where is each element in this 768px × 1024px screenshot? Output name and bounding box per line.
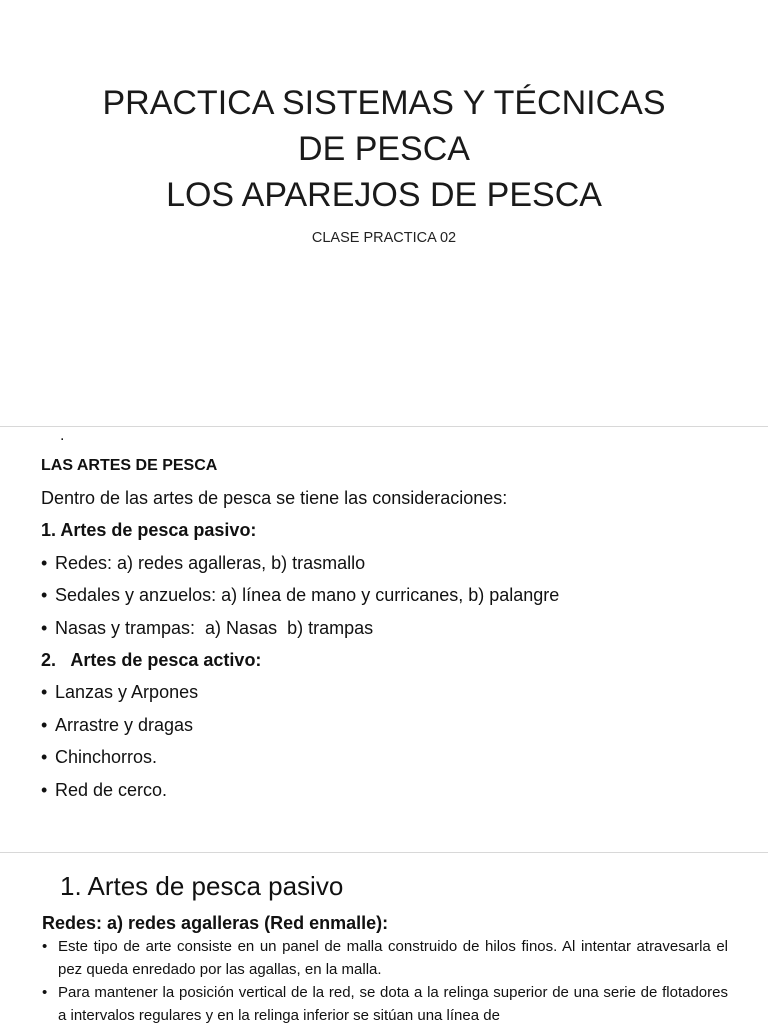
list-item: • Sedales y anzuelos: a) línea de mano y curricanes, b) palangre	[41, 585, 560, 606]
bullet-icon: •	[41, 617, 48, 638]
section-active-heading: 2. Artes de pesca activo:	[41, 649, 262, 670]
bullet-icon: •	[41, 714, 48, 735]
slide-title: 1. Artes de pesca pasivo	[60, 871, 344, 901]
presentation-title	[0, 80, 768, 218]
bullet-icon: •	[41, 682, 48, 703]
list-item: • Este tipo de arte consiste en un panel de malla construido de hilos finos. Al intentar atravesarla el pez queda enredado por las agallas, en la malla.	[42, 938, 728, 978]
title-line-1: PRACTICA SISTEMAS Y TÉCNICAS	[102, 84, 666, 122]
list-item: • Lanzas y Arpones	[41, 682, 199, 703]
section-passive-heading: 1. Artes de pesca pasivo:	[41, 520, 257, 541]
list-item: • Arrastre y dragas	[41, 714, 194, 735]
bullet-icon: •	[41, 552, 48, 573]
bullet-icon: •	[41, 747, 48, 768]
list-item: • Chinchorros.	[41, 747, 158, 768]
bullet-icon: •	[41, 585, 48, 606]
slide-subtitle: Redes: a) redes agalleras (Red enmalle):	[42, 913, 389, 933]
intro-text: Dentro de las artes de pesca se tiene las consideraciones:	[41, 488, 508, 508]
list-item: • Redes: a) redes agalleras, b) trasmallo	[41, 552, 366, 573]
list-item: • Red de cerco.	[41, 779, 168, 800]
title-line-2: DE PESCA	[298, 130, 470, 168]
bullet-icon: •	[42, 984, 48, 1001]
presentation-subtitle: CLASE PRACTICA 02	[311, 230, 457, 246]
title-slide	[0, 0, 768, 426]
list-item: • Nasas y trampas: a) Nasas b) trampas	[41, 617, 374, 638]
bullet-icon: •	[42, 938, 48, 955]
redes-agalleras-slide	[0, 853, 768, 1024]
bullet-icon: •	[41, 779, 48, 800]
stray-dot: .	[60, 427, 65, 444]
slide-heading: LAS ARTES DE PESCA	[41, 457, 218, 474]
title-line-3: LOS APAREJOS DE PESCA	[166, 176, 602, 214]
artes-de-pesca-slide	[0, 427, 768, 852]
list-item: • Para mantener la posición vertical de la red, se dota a la relinga superior de una serie de flotadores a intervalos regulares y en la relinga inferior se sitúan una línea de	[42, 984, 728, 1024]
